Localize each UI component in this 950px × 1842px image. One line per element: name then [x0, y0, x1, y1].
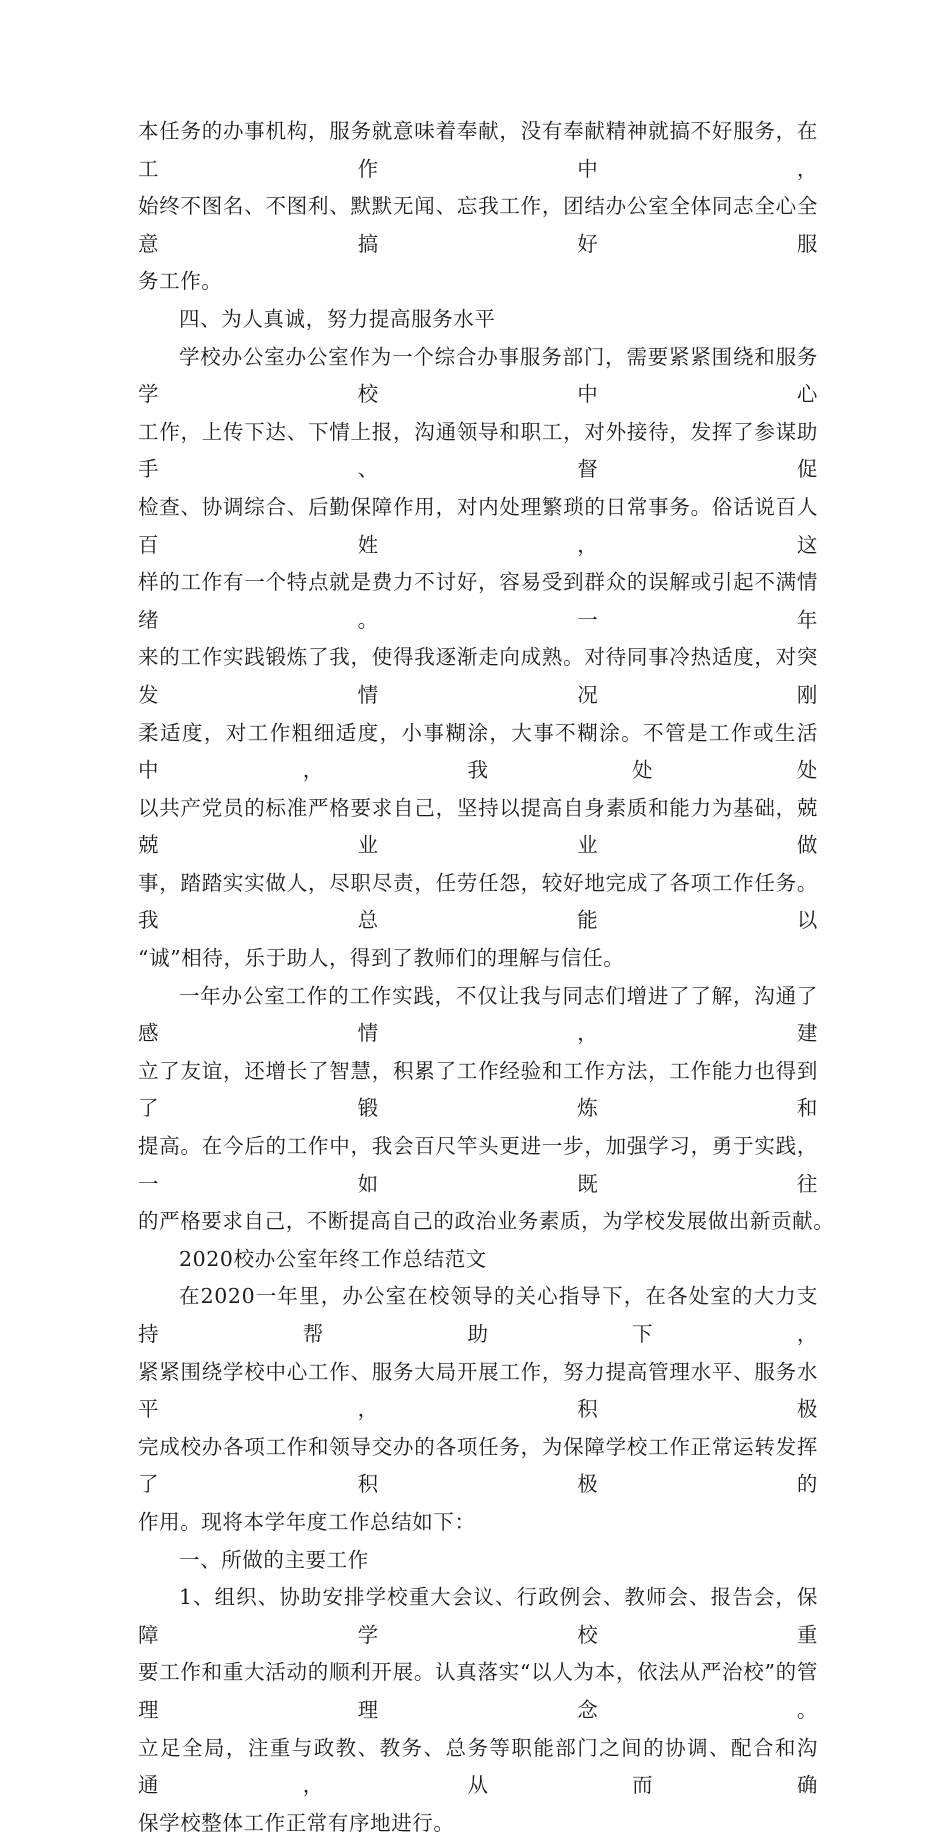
- text-line: 保学校整体工作正常有序地进行。: [138, 1810, 455, 1835]
- text-line: 的严格要求自己，不断提高自己的政治业务素质，为学校发展做出新贡献。: [138, 1209, 835, 1234]
- text-line: 一年办公室工作的工作实践，不仅让我与同志们增进了了解，沟通了感情，建: [138, 983, 818, 1046]
- text-line: 在2020一年里，办公室在校领导的关心指导下，在各处室的大力支持帮助下，: [138, 1284, 818, 1346]
- text-line: 立足全局，注重与政教、教务、总务等职能部门之间的协调、配合和沟通，从而确: [138, 1735, 818, 1798]
- text-line: 始终不图名、不图利、默默无闻、忘我工作，团结办公室全体同志全心全意搞好服: [138, 194, 818, 256]
- text-line: 工作，上传下达、下情上报，沟通领导和职工，对外接待，发挥了参谋助手、督促: [138, 419, 818, 482]
- paragraph-item-1: [138, 1579, 818, 1842]
- section-heading-main-work: [138, 1542, 818, 1580]
- paragraph-year-reflection: [138, 978, 835, 1241]
- text-line: “诚”相待，乐于助人，得到了教师们的理解与信任。: [138, 946, 625, 971]
- text-line: 完成校办各项工作和领导交办的各项任务，为保障学校工作正常运转发挥了积极的: [138, 1434, 818, 1497]
- title-text: 2020校办公室年终工作总结范文: [179, 1246, 487, 1271]
- text-line: 要工作和重大活动的顺利开展。认真落实“以人为本，依法从严治校”的管理理念。: [138, 1660, 818, 1722]
- paragraph-office-role: [138, 339, 818, 978]
- text-line: 立了友谊，还增长了智慧，积累了工作经验和工作方法，工作能力也得到了锻炼和: [138, 1058, 818, 1121]
- text-line: 作用。现将本学年度工作总结如下：: [138, 1509, 476, 1534]
- text-line: 本任务的办事机构，服务就意味着奉献，没有奉献精神就搞不好服务，在工作中，: [138, 119, 818, 181]
- text-line: 紧紧围绕学校中心工作、服务大局开展工作，努力提高管理水平、服务水平，积极: [138, 1359, 818, 1422]
- text-line: 1、组织、协助安排学校重大会议、行政例会、教师会、报告会，保障学校重: [138, 1585, 818, 1647]
- paragraph-service-dedication: [138, 113, 818, 301]
- heading-text: 四、为人真诚，努力提高服务水平: [179, 306, 496, 331]
- text-line: 样的工作有一个特点就是费力不讨好，容易受到群众的误解或引起不满情绪。一年: [138, 570, 818, 632]
- paragraph-2020-intro: [138, 1278, 818, 1541]
- text-line: 来的工作实践锻炼了我，使得我逐渐走向成熟。对待同事冷热适度，对突发情况刚: [138, 645, 818, 707]
- text-line: 柔适度，对工作粗细适度，小事糊涂，大事不糊涂。不管是工作或生活中，我处处: [138, 720, 818, 783]
- section-heading-sincerity: [138, 301, 818, 339]
- text-line: 提高。在今后的工作中，我会百尺竿头更进一步，加强学习，勇于实践，一如既往: [138, 1134, 818, 1196]
- text-line: 学校办公室办公室作为一个综合办事服务部门，需要紧紧围绕和服务学校中心: [138, 344, 818, 407]
- document-title-2020: [138, 1241, 818, 1279]
- text-line: 以共产党员的标准严格要求自己，坚持以提高自身素质和能力为基础，兢兢业业做: [138, 795, 818, 858]
- text-line: 务工作。: [138, 269, 223, 294]
- heading-text: 一、所做的主要工作: [179, 1547, 369, 1572]
- text-line: 检查、协调综合、后勤保障作用，对内处理繁琐的日常事务。俗话说百人百姓，这: [138, 494, 818, 557]
- text-line: 事，踏踏实实做人，尽职尽责，任劳任怨，较好地完成了各项工作任务。我总能以: [138, 870, 818, 933]
- document-body: [138, 113, 835, 1842]
